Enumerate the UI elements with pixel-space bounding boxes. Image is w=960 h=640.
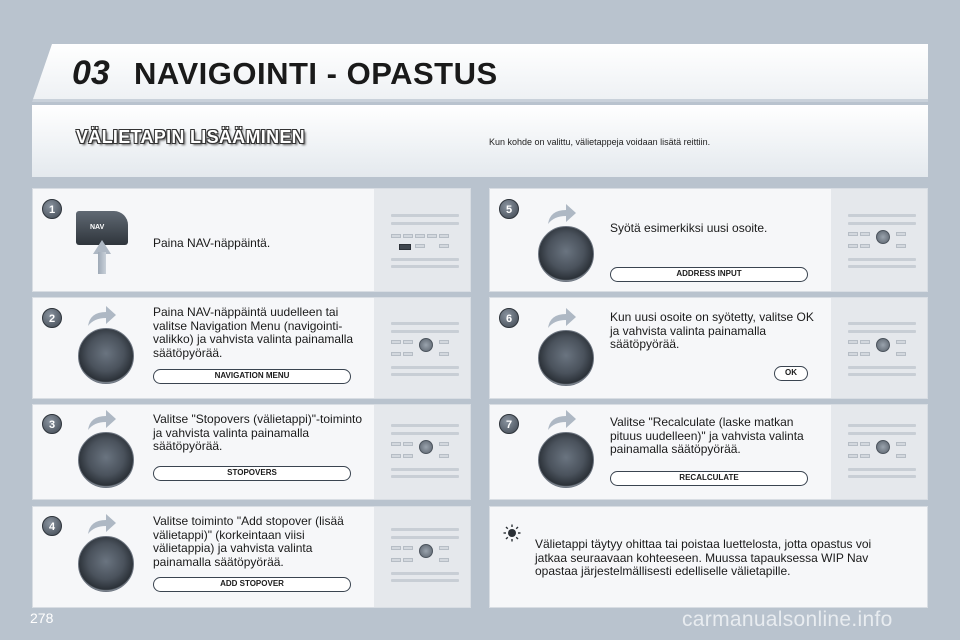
radio-unit-icon [385, 524, 465, 584]
page-number: 278 [30, 610, 54, 626]
control-knob-icon [538, 226, 594, 282]
control-knob-icon [78, 536, 134, 592]
chapter-number: 03 [72, 54, 110, 92]
control-knob-icon [78, 432, 134, 488]
menu-item-pill: NAVIGATION MENU [153, 369, 351, 384]
step-badge: 3 [42, 414, 62, 434]
radio-unit-icon [842, 420, 922, 480]
tip-text: Välietappi täytyy ohittaa tai poistaa luettelosta, jotta opastus voi jatkaa seuraavaan kohteeseen. Muussa tapauksessa WIP Nav opastaa järjestelmällisesti edelliselle välietapille. [535, 537, 872, 578]
turn-arrow-icon [546, 204, 576, 226]
turn-arrow-icon [546, 410, 576, 432]
ok-pill: OK [774, 366, 808, 381]
turn-arrow-icon [546, 308, 576, 330]
section-title: VÄLIETAPIN LISÄÄMINEN [76, 127, 305, 147]
radio-unit-icon [385, 318, 465, 378]
step-badge: 7 [499, 414, 519, 434]
turn-arrow-icon [86, 410, 116, 432]
menu-item-pill: STOPOVERS [153, 466, 351, 481]
step-text: Paina NAV-näppäintä uudelleen tai valitse Navigation Menu (navigointi-valikko) ja vahvista valinta painamalla säätöpyörää. [153, 305, 354, 360]
radio-unit-icon [842, 318, 922, 378]
control-knob-icon [538, 330, 594, 386]
menu-item-pill: RECALCULATE [610, 471, 808, 486]
lightbulb-icon [503, 524, 521, 542]
step-text: Paina NAV-näppäintä. [153, 236, 271, 250]
press-arrow-stem [98, 252, 106, 274]
step-text: Valitse "Stopovers (välietappi)"-toiminto ja vahvista valinta painamalla säätöpyörää. [153, 412, 363, 453]
step-badge: 4 [42, 516, 62, 536]
radio-unit-icon [842, 210, 922, 270]
watermark: carmanualsonline.info [682, 608, 893, 631]
step-badge: 6 [499, 308, 519, 328]
step-text: Valitse toiminto "Add stopover (lisää välietappi)" (korkeintaan viisi välietappia) ja vahvista valinta painamalla säätöpyörää. [153, 514, 344, 569]
turn-arrow-icon [86, 306, 116, 328]
radio-unit-icon [385, 420, 465, 480]
step-badge: 5 [499, 199, 519, 219]
step-badge: 1 [42, 199, 62, 219]
step-text: Syötä esimerkiksi uusi osoite. [610, 221, 768, 235]
control-knob-icon [538, 432, 594, 488]
control-knob-icon [78, 328, 134, 384]
step-badge: 2 [42, 308, 62, 328]
radio-unit-icon [385, 210, 465, 270]
step-text: Kun uusi osoite on syötetty, valitse OK ja vahvista valinta painamalla säätöpyörää. [610, 310, 814, 351]
turn-arrow-icon [86, 514, 116, 536]
nav-key-icon: NAV [76, 211, 128, 245]
step-text: Valitse "Recalculate (laske matkan pituus uudelleen)" ja vahvista valinta painamalla säätöpyörää. [610, 415, 804, 456]
section-intro: Kun kohde on valittu, välietappeja voidaan lisätä reittiin. [489, 137, 711, 147]
header-corner [32, 44, 52, 102]
menu-item-pill: ADDRESS INPUT [610, 267, 808, 282]
chapter-title: NAVIGOINTI - OPASTUS [134, 56, 498, 91]
menu-item-pill: ADD STOPOVER [153, 577, 351, 592]
